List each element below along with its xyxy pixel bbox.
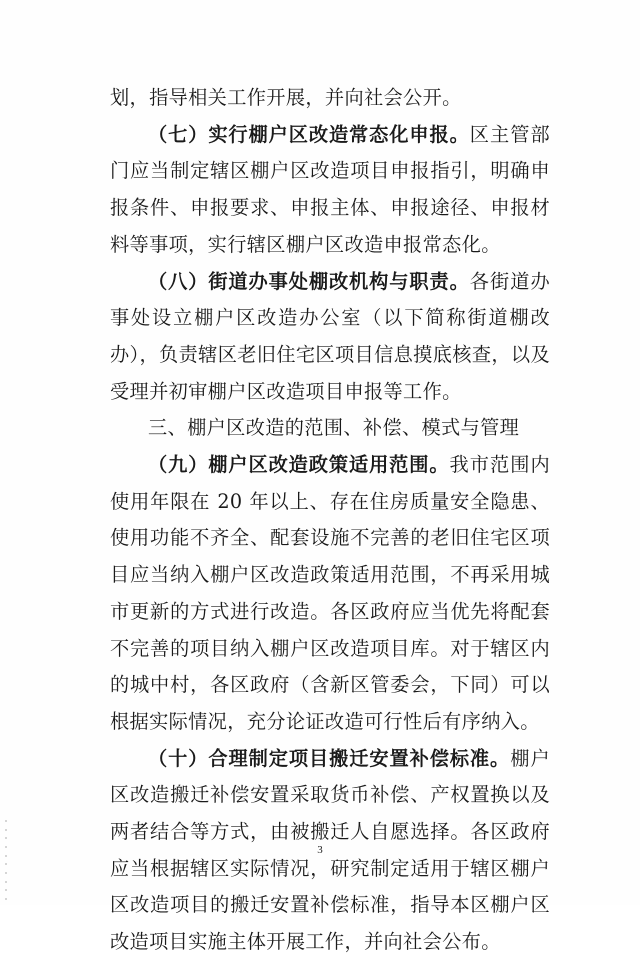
- paragraph-lead-heading: （八）街道办事处棚改机构与职责。: [148, 269, 470, 293]
- paragraph-text: 棚户区改造搬迁补偿安置采取货币补偿、产权置换以及两者结合等方式，由被搬迁人自愿选择。各区政府应当根据辖区实际情况，研究制定适用于辖区棚户区改造项目的搬迁安置补偿标准，指导本区棚户区改造项目实施主体开展工作，并向社会公布。: [110, 746, 550, 954]
- paragraph-text: 划，指导相关工作开展，并向社会公开。: [110, 86, 462, 109]
- page-number: 3: [317, 844, 323, 856]
- paragraph-section-8: [110, 264, 550, 411]
- binding-margin-mark: [3, 820, 9, 900]
- document-body: [110, 80, 550, 961]
- paragraph-section-7: [110, 117, 550, 264]
- section-heading-3: [110, 410, 550, 447]
- paragraph-lead-heading: （九）棚户区改造政策适用范围。: [148, 453, 450, 477]
- paragraph-text: 区主管部门应当制定辖区棚户区改造项目申报指引，明确申报条件、申报要求、申报主体、申报途径、申报材料等事项，实行辖区棚户区改造申报常态化。: [110, 122, 550, 256]
- paragraph-text: 各街道办事处设立棚户区改造办公室（以下简称街道棚改办），负责辖区老旧住宅区项目信息摸底核查，以及受理并初审棚户区改造项目申报等工作。: [110, 269, 550, 403]
- paragraph-continuation: [110, 80, 550, 117]
- paragraph-lead-heading: （十）合理制定项目搬迁安置补偿标准。: [148, 746, 511, 770]
- paragraph-text: 我市范围内使用年限在 20 年以上、存在住房质量安全隐患、使用功能不齐全、配套设施不完善的老旧住宅区项目应当纳入棚户区改造政策适用范围，不再采用城市更新的方式进行改造。各区政府应当优先将配套不完善的项目纳入棚户区改造项目库。对于辖区内的城中村，各区政府（含新区管委会，下同）可以根据实际情况，充分论证改造可行性后有序纳入。: [110, 453, 551, 733]
- paragraph-lead-heading: （七）实行棚户区改造常态化申报。: [148, 122, 470, 146]
- section-heading-text: 三、棚户区改造的范围、补偿、模式与管理: [148, 416, 520, 440]
- paragraph-section-9: [110, 447, 550, 741]
